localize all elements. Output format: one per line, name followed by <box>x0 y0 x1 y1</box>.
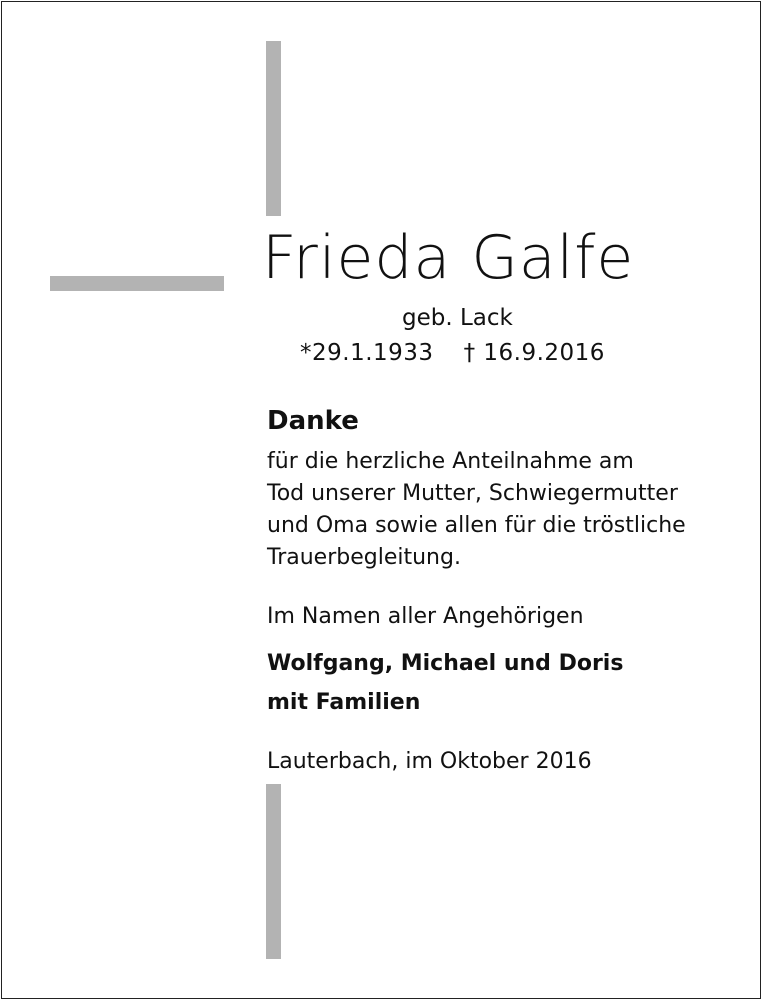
maiden-name: geb. Lack <box>402 305 513 331</box>
life-dates <box>300 339 605 367</box>
signatory-line: Wolfgang, Michael und Doris <box>267 651 624 676</box>
cross-bar-left <box>50 276 224 291</box>
cross-bar-top <box>266 41 281 216</box>
signatory-line: mit Familien <box>267 690 421 715</box>
message-line: Tod unserer Mutter, Schwiegermutter <box>267 481 678 506</box>
place-date: Lauterbach, im Oktober 2016 <box>267 749 592 774</box>
message-line: für die herzliche Anteilnahme am <box>267 449 634 474</box>
thanks-heading: Danke <box>267 406 359 436</box>
birth-date: *29.1.1933 <box>300 340 434 366</box>
deceased-name: Frieda Galfe <box>262 223 635 293</box>
cross-bar-bottom <box>266 784 281 959</box>
death-date: † 16.9.2016 <box>463 340 605 366</box>
message-line: Trauerbegleitung. <box>267 545 461 570</box>
on-behalf-text: Im Namen aller Angehörigen <box>267 604 584 629</box>
message-line: und Oma sowie allen für die tröstliche <box>267 513 686 538</box>
